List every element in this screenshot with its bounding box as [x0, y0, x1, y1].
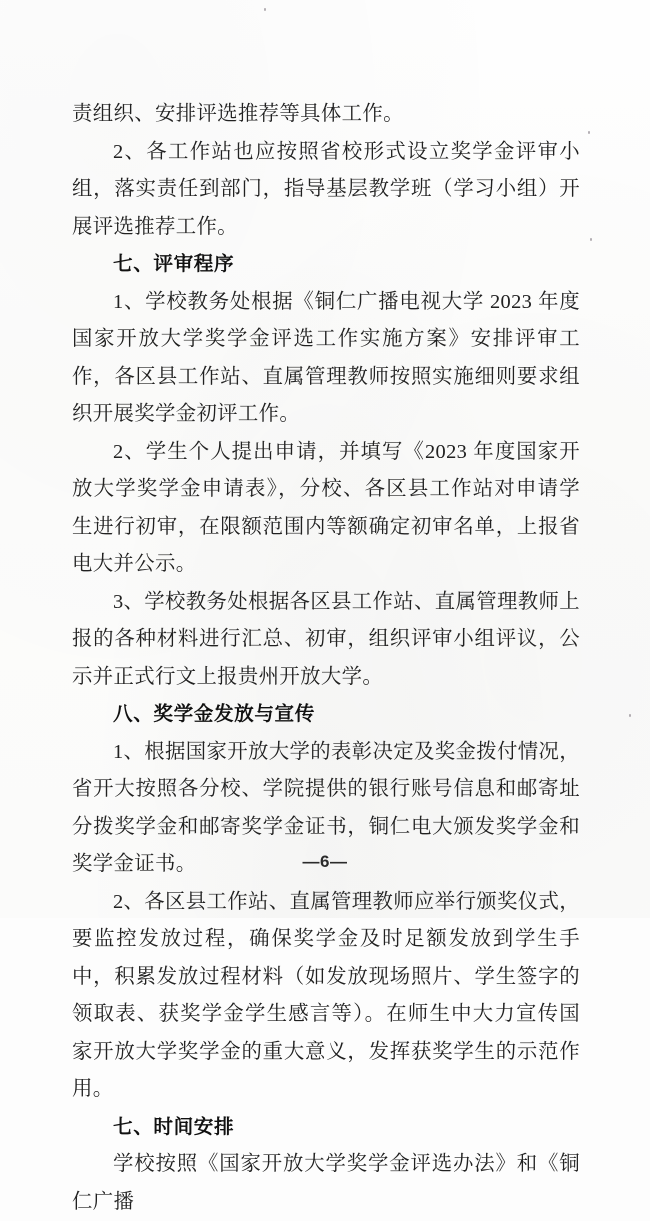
- body-paragraph: 1、根据国家开放大学的表彰决定及奖金拨付情况，省开大按照各分校、学院提供的银行账号信息和邮寄址分拨奖学金和邮寄奖学金证书，铜仁电大颁发奖学金和奖学金证书。: [72, 740, 580, 875]
- body-paragraph: 学校按照《国家开放大学奖学金评选办法》和《铜仁广播: [72, 1153, 580, 1213]
- body-paragraph: 2、学生个人提出申请，并填写《2023 年度国家开放大学奖学金申请表》，分校、各区县工作站对申请学生进行初审，在限额范围内等额确定初审名单，上报省电大并公示。: [72, 440, 580, 575]
- scan-speck: [588, 131, 590, 134]
- section-heading: 七、时间安排: [113, 1115, 235, 1138]
- body-paragraph: 2、各工作站也应按照省校形式设立奖学金评审小组，落实责任到部门，指导基层教学班（学习小组）开展评选推荐工作。: [72, 140, 580, 238]
- document-body: [72, 96, 580, 1221]
- body-paragraph: 责组织、安排评选推荐等具体工作。: [72, 103, 404, 125]
- body-paragraph: 3、学校教务处根据各区县工作站、直属管理教师上报的各种材料进行汇总、初审，组织评审小组评议，公示并正式行文上报贵州开放大学。: [72, 590, 580, 688]
- scan-speck: [629, 714, 631, 717]
- scan-speck: [590, 238, 592, 241]
- section-heading: 八、奖学金发放与宣传: [113, 703, 315, 725]
- page-number: —6—: [302, 852, 348, 871]
- scan-speck: [264, 8, 266, 11]
- section-heading: 七、评审程序: [113, 253, 235, 275]
- body-paragraph: 1、学校教务处根据《铜仁广播电视大学 2023 年度国家开放大学奖学金评选工作实施方案》安排评审工作，各区县工作站、直属管理教师按照实施细则要求组织开展奖学金初评工作。: [72, 290, 580, 425]
- body-paragraph: 2、各区县工作站、直属管理教师应举行颁奖仪式，要监控发放过程，确保奖学金及时足额发放到学生手中，积累发放过程材料（如发放现场照片、学生签字的领取表、获奖学金学生感言等）。在师生中大力宣传国家开放大学奖学金的重大意义，发挥获奖学生的示范作用。: [72, 890, 580, 1100]
